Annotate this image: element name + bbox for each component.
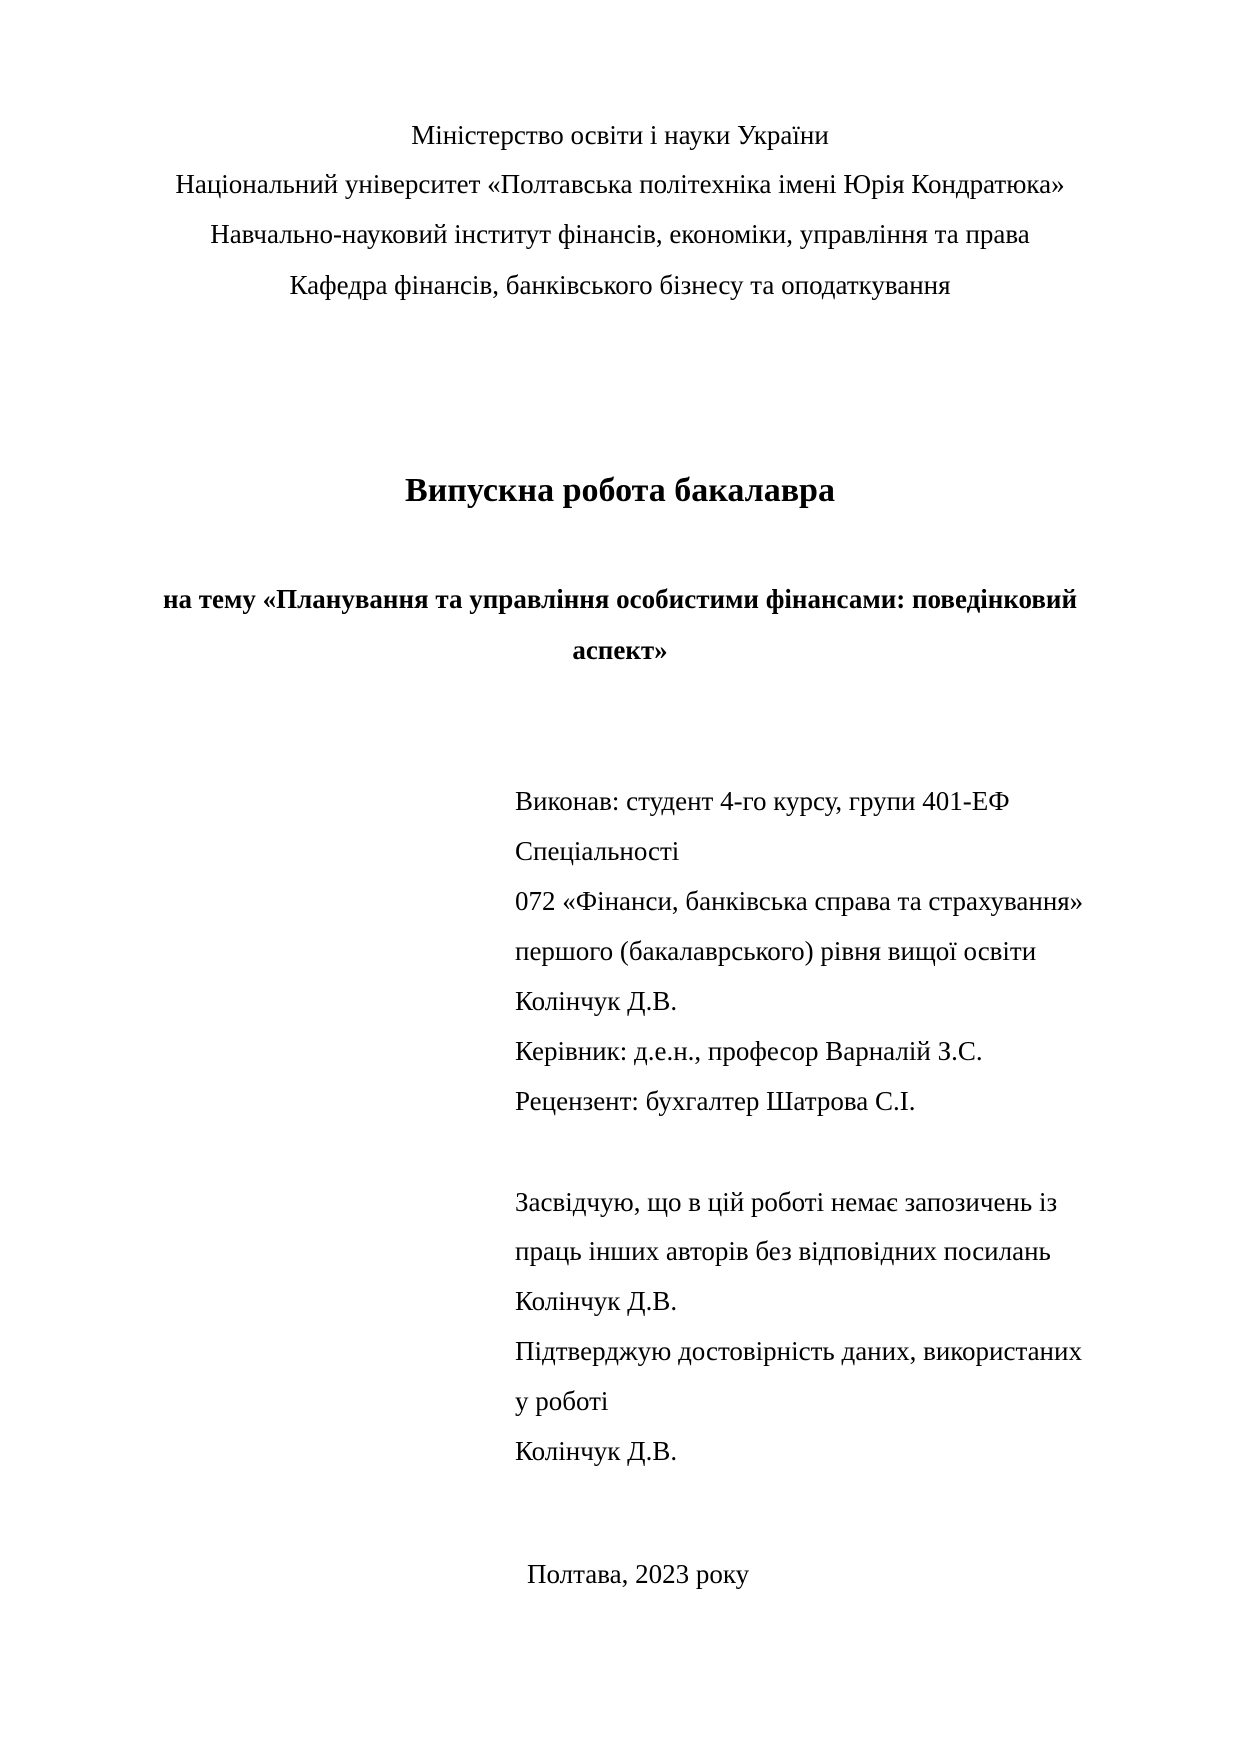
author-line: Спеціальності — [515, 836, 680, 866]
university-line: Національний університет «Полтавська політехніка імені Юрія Кондратюка» — [175, 169, 1065, 199]
topic-line-1: на тему «Планування та управління особистими фінансами: поведінковий — [162, 584, 1078, 614]
certification-line: Засвідчую, що в цій роботі немає запозичень із — [515, 1187, 1058, 1217]
topic-line-2: аспект» — [572, 635, 668, 665]
author-line: Колінчук Д.В. — [515, 986, 678, 1016]
certification-line: Підтверджую достовірність даних, використаних — [515, 1336, 1082, 1366]
certification-line: у роботі — [515, 1386, 609, 1416]
place-and-year: Полтава, 2023 року — [527, 1559, 750, 1589]
certification-line: праць інших авторів без відповідних посилань — [515, 1236, 1051, 1266]
certification-line: Колінчук Д.В. — [515, 1436, 678, 1466]
author-line: Рецензент: бухгалтер Шатрова С.І. — [515, 1086, 916, 1116]
author-line: 072 «Фінанси, банківська справа та страхування» — [515, 886, 1084, 916]
ministry-line: Міністерство освіти і науки України — [411, 120, 829, 150]
institute-line: Навчально-науковий інститут фінансів, економіки, управління та права — [210, 219, 1030, 249]
certification-line: Колінчук Д.В. — [515, 1286, 678, 1316]
author-line: Керівник: д.е.н., професор Варналій З.С. — [515, 1036, 983, 1066]
author-line: першого (бакалаврського) рівня вищої освіти — [515, 936, 1037, 966]
document-title: Випускна робота бакалавра — [405, 472, 835, 509]
department-line: Кафедра фінансів, банківського бізнесу та оподаткування — [289, 270, 951, 300]
author-line: Виконав: студент 4-го курсу, групи 401-ЕФ — [515, 786, 1010, 816]
